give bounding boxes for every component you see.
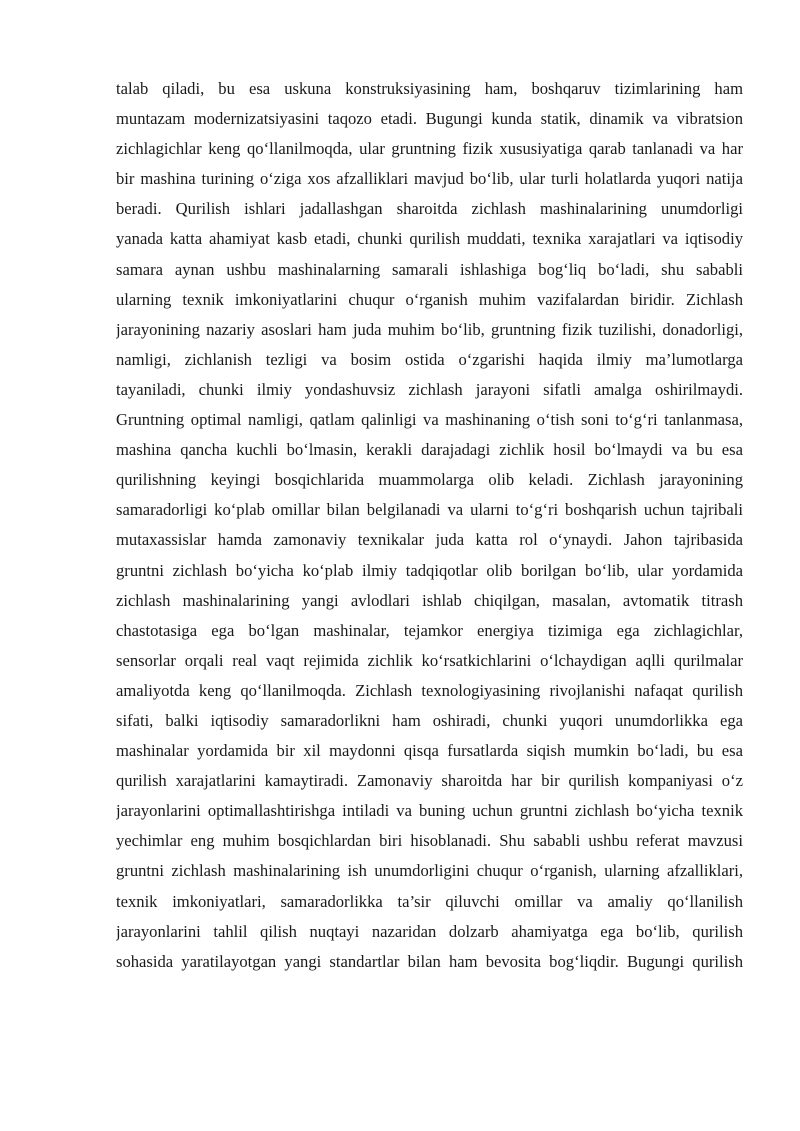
text-line: beradi. Qurilish ishlari jadallashgan sharoitda zichlash mashinalarining unumdorligi [116, 199, 743, 219]
text-line: zichlagichlar keng qo‘llanilmoqda, ular gruntning fizik xususiyatiga qarab tanlanadi va har [116, 139, 743, 159]
body-paragraph [116, 74, 743, 977]
text-line: mashinalar yordamida bir xil maydonni qisqa fursatlarda siqish mumkin bo‘ladi, bu esa [116, 741, 743, 761]
text-line: sensorlar orqali real vaqt rejimida zichlik ko‘rsatkichlarini o‘lchaydigan aqlli qurilmalar [116, 650, 743, 670]
text-line: chastotasiga ega bo‘lgan mashinalar, tejamkor energiya tizimiga ega zichlagichlar, [116, 620, 743, 640]
text-line: jarayonining nazariy asoslari ham juda muhim bo‘lib, gruntning fizik tuzilishi, donadorligi, [116, 319, 743, 339]
text-line: namligi, zichlanish tezligi va bosim ostida o‘zgarishi haqida ilmiy ma’lumotlarga [116, 349, 743, 369]
text-line: qurilishning keyingi bosqichlarida muammolarga olib keladi. Zichlash jarayonining [116, 470, 743, 490]
text-line: amaliyotda keng qo‘llanilmoqda. Zichlash texnologiyasining rivojlanishi nafaqat qurilish [116, 680, 743, 700]
text-line: sifati, balki iqtisodiy samaradorlikni ham oshiradi, chunki yuqori unumdorlikka ega [116, 710, 743, 730]
text-line: gruntni zichlash bo‘yicha ko‘plab ilmiy tadqiqotlar olib borilgan bo‘lib, ular yordamida [116, 560, 743, 580]
text-line: yechimlar eng muhim bosqichlardan biri hisoblanadi. Shu sababli ushbu referat mavzusi [116, 831, 743, 851]
text-line: Gruntning optimal namligi, qatlam qalinligi va mashinaning o‘tish soni to‘g‘ri tanlanmasa, [116, 410, 743, 430]
text-line: zichlash mashinalarining yangi avlodlari ishlab chiqilgan, masalan, avtomatik titrash [116, 590, 743, 610]
text-line: texnik imkoniyatlari, samaradorlikka ta’sir qiluvchi omillar va amaliy qo‘llanilish [116, 891, 743, 911]
text-line: qurilish xarajatlarini kamaytiradi. Zamonaviy sharoitda har bir qurilish kompaniyasi o‘z [116, 771, 743, 791]
text-line: talab qiladi, bu esa uskuna konstruksiyasining ham, boshqaruv tizimlarining ham [116, 79, 743, 98]
text-line: ularning texnik imkoniyatlarini chuqur o‘rganish muhim vazifalardan biridir. Zichlash [116, 289, 743, 309]
text-line: gruntni zichlash mashinalarining ish unumdorligini chuqur o‘rganish, ularning afzalliklari, [116, 861, 743, 881]
text-line: jarayonlarini optimallashtirishga intiladi va buning uchun gruntni zichlash bo‘yicha texnik [116, 801, 743, 821]
text-line: sohasida yaratilayotgan yangi standartlar bilan ham bevosita bog‘liqdir. Bugungi qurilish [116, 951, 743, 971]
text-line: samaradorligi ko‘plab omillar bilan belgilanadi va ularni to‘g‘ri boshqarish uchun tajribali [116, 500, 743, 520]
text-line: mashina qancha kuchli bo‘lmasin, kerakli darajadagi zichlik hosil bo‘lmaydi va bu esa [116, 440, 743, 460]
text-line: mutaxassislar hamda zamonaviy texnikalar juda katta rol o‘ynaydi. Jahon tajribasida [116, 530, 743, 550]
text-line: yanada katta ahamiyat kasb etadi, chunki qurilish muddati, texnika xarajatlari va iqtisodiy [116, 229, 743, 249]
text-line: jarayonlarini tahlil qilish nuqtayi nazaridan dolzarb ahamiyatga ega bo‘lib, qurilish [116, 921, 743, 941]
text-line: samara aynan ushbu mashinalarning samarali ishlashiga bog‘liq bo‘ladi, shu sababli [116, 259, 743, 279]
text-line: bir mashina turining o‘ziga xos afzalliklari mavjud bo‘lib, ular turli holatlarda yuqori natija [116, 169, 743, 189]
text-line: muntazam modernizatsiyasini taqozo etadi. Bugungi kunda statik, dinamik va vibratsion [116, 109, 743, 129]
text-line: tayaniladi, chunki ilmiy yondashuvsiz zichlash jarayoni sifatli amalga oshirilmaydi. [116, 379, 743, 399]
